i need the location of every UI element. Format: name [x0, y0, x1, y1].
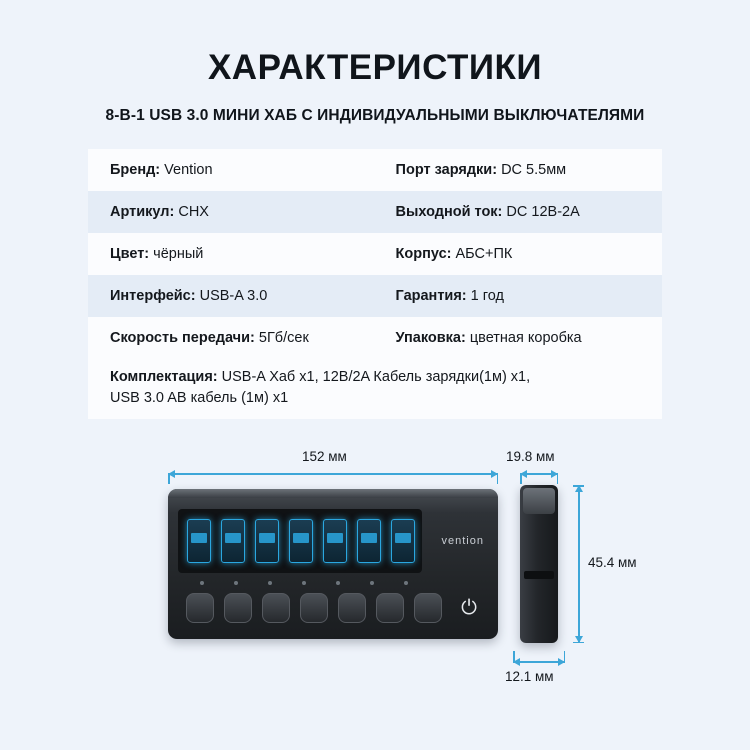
led-indicator [268, 581, 272, 585]
spec-value: АБС+ПК [455, 246, 513, 262]
spec-key: Выходной ток: [395, 204, 503, 220]
spec-key: Гарантия: [395, 288, 467, 304]
usb-port-icon [357, 519, 381, 563]
dimension-tick [564, 651, 566, 662]
led-indicator [234, 581, 238, 585]
spec-cell-output-current [378, 191, 662, 233]
hub-side-notch [524, 571, 554, 579]
dimension-tick [573, 642, 584, 644]
spec-cell-transfer-speed [88, 317, 378, 359]
spec-key: Артикул: [110, 204, 175, 220]
power-switch-4[interactable] [300, 593, 328, 623]
power-switch-3[interactable] [262, 593, 290, 623]
spec-key: Бренд: [110, 162, 161, 178]
hub-side-cap [523, 488, 555, 514]
spec-value: USB-A 3.0 [199, 288, 268, 304]
table-row [88, 233, 662, 275]
spec-key: Интерфейс: [110, 288, 196, 304]
dimension-label-front-width: 152 мм [302, 449, 347, 464]
spec-value: CHX [178, 204, 209, 220]
usb-port-icon [323, 519, 347, 563]
usb-port-icon [289, 519, 313, 563]
spec-value: чёрный [153, 246, 204, 262]
spec-value: DC 12В-2A [506, 204, 580, 220]
brand-logo: vention [441, 535, 484, 547]
dimension-tick [520, 473, 522, 484]
spec-cell-charging-port [378, 149, 662, 191]
spec-cell-color [88, 233, 378, 275]
spec-value: 5Гб/сек [258, 330, 309, 346]
power-switch-7[interactable] [414, 593, 442, 623]
spec-cell-packaging [378, 317, 662, 359]
spec-key: Порт зарядки: [395, 162, 498, 178]
dimension-tick [573, 485, 584, 487]
power-switch-1[interactable] [186, 593, 214, 623]
dimension-tick [557, 473, 559, 484]
spec-value: 1 год [470, 288, 504, 304]
dimension-label-side-width: 19.8 мм [506, 449, 555, 464]
spec-key: Комплектация: [110, 369, 218, 385]
spec-cell-sku [88, 191, 378, 233]
table-row [88, 275, 662, 317]
hub-top-strip [168, 489, 498, 498]
led-indicator [336, 581, 340, 585]
table-row [88, 317, 662, 359]
power-switch-6[interactable] [376, 593, 404, 623]
power-switch-5[interactable] [338, 593, 366, 623]
led-indicator [200, 581, 204, 585]
spec-cell-housing [378, 233, 662, 275]
dimension-label-side-depth: 12.1 мм [505, 669, 554, 684]
usb-hub-front-view [168, 489, 498, 639]
spec-key: Цвет: [110, 246, 150, 262]
spec-cell-warranty [378, 275, 662, 317]
spec-value-line1: USB-A Хаб x1, 12В/2A Кабель зарядки(1м) x1, [221, 369, 531, 385]
product-illustration [0, 445, 750, 715]
spec-row-kit [88, 359, 662, 419]
dimension-line-front-width [168, 473, 498, 475]
dimension-tick [497, 473, 499, 484]
page-subtitle: 8-В-1 USB 3.0 МИНИ ХАБ С ИНДИВИДУАЛЬНЫМИ ВЫКЛЮЧАТЕЛЯМИ [105, 107, 645, 124]
dimension-tick [168, 473, 170, 484]
spec-cell-interface [88, 275, 378, 317]
spec-value-line2: USB 3.0 AB кабель (1м) x1 [110, 390, 289, 406]
usb-hub-side-view [520, 485, 558, 643]
usb-port-icon [391, 519, 415, 563]
spec-key: Скорость передачи: [110, 330, 255, 346]
spec-key: Корпус: [395, 246, 452, 262]
spec-value: цветная коробка [469, 330, 582, 346]
specifications-table [88, 149, 662, 359]
led-indicator [404, 581, 408, 585]
spec-cell-brand [88, 149, 378, 191]
usb-port-icon [255, 519, 279, 563]
power-icon: ⏻ [461, 597, 477, 619]
spec-key: Упаковка: [395, 330, 466, 346]
dimension-tick [513, 651, 515, 662]
spec-value: DC 5.5мм [501, 162, 567, 178]
table-row [88, 149, 662, 191]
dimension-label-side-height: 45.4 мм [588, 555, 637, 570]
dimension-line-side-height [578, 485, 580, 643]
usb-port-icon [187, 519, 211, 563]
spec-value: Vention [164, 162, 213, 178]
usb-port-icon [221, 519, 245, 563]
power-switch-2[interactable] [224, 593, 252, 623]
table-row [88, 191, 662, 233]
led-indicator [302, 581, 306, 585]
led-indicator [370, 581, 374, 585]
page-title: ХАРАКТЕРИСТИКИ [207, 48, 543, 87]
usb-port-panel [178, 509, 422, 573]
